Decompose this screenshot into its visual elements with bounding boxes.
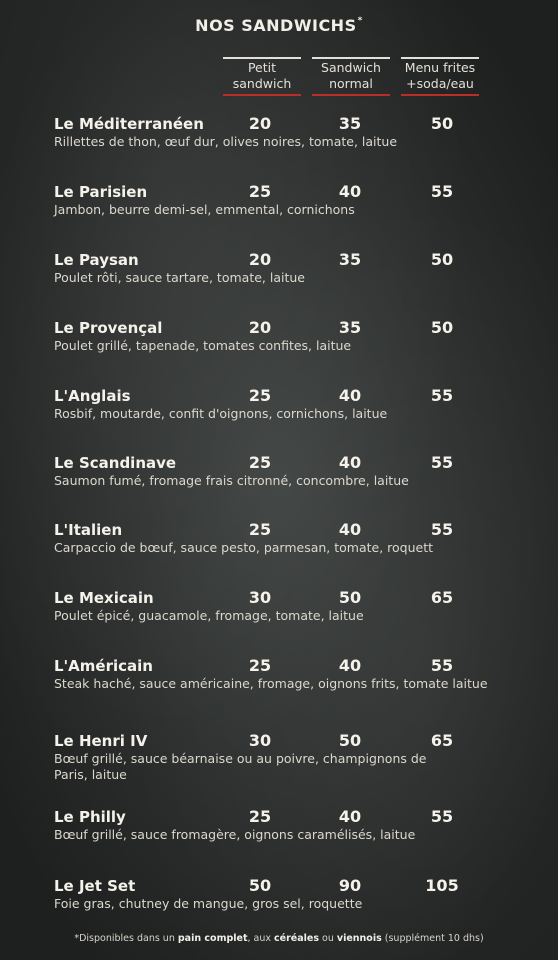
price-petit: 20: [248, 318, 272, 337]
item-description: Bœuf grillé, sauce fromagère, oignons caramélisés, laitue: [54, 827, 416, 842]
menu-item: [54, 453, 534, 489]
item-name: Le Henri IV: [54, 732, 148, 750]
item-description: Poulet grillé, tapenade, tomates confites, laitue: [54, 338, 352, 353]
price-menu: 55: [430, 520, 454, 539]
item-name: L'Italien: [54, 521, 123, 539]
item-name: L'Américain: [54, 657, 153, 675]
price-normal: 40: [338, 656, 362, 675]
column-header-petit-sandwich: [223, 60, 301, 92]
menu-item: [54, 731, 534, 783]
item-description: Poulet rôti, sauce tartare, tomate, laitue: [54, 270, 305, 285]
price-normal: 40: [338, 807, 362, 826]
item-description: Jambon, beurre demi-sel, emmental, cornichons: [54, 202, 355, 217]
menu-item: [54, 588, 534, 624]
column-header-line2: sandwich: [232, 76, 292, 91]
item-name: Le Méditerranéen: [54, 115, 204, 133]
footnote-text: , aux: [247, 933, 275, 944]
footnote-text: (supplément 10 dhs): [381, 933, 484, 944]
price-petit: 25: [248, 182, 272, 201]
header-divider: [223, 57, 301, 59]
footnote-bread-cereales: céréales: [274, 933, 320, 944]
price-petit: 25: [248, 520, 272, 539]
menu-title: [0, 16, 558, 35]
item-description: Steak haché, sauce américaine, fromage, oignons frits, tomate laitue: [54, 676, 488, 691]
price-petit: 20: [248, 250, 272, 269]
price-menu: 55: [430, 807, 454, 826]
price-normal: 50: [338, 588, 362, 607]
price-menu: 55: [430, 182, 454, 201]
column-header-sandwich-normal: [312, 60, 390, 92]
price-normal: 35: [338, 250, 362, 269]
column-header-line1: Menu frites: [404, 60, 476, 75]
item-description: Saumon fumé, fromage frais citronné, concombre, laitue: [54, 473, 409, 488]
menu-item: [54, 182, 534, 218]
header-underline: [401, 94, 479, 96]
price-menu: 50: [430, 114, 454, 133]
price-normal: 35: [338, 114, 362, 133]
price-normal: 40: [338, 182, 362, 201]
menu-item: [54, 876, 534, 912]
price-menu: 55: [430, 453, 454, 472]
header-divider: [312, 57, 390, 59]
menu-item: [54, 386, 534, 422]
price-normal: 40: [338, 386, 362, 405]
item-name: L'Anglais: [54, 387, 131, 405]
price-menu: 50: [430, 250, 454, 269]
price-menu: 105: [425, 876, 459, 895]
price-petit: 30: [248, 731, 272, 750]
item-description: Bœuf grillé, sauce béarnaise ou au poivre, champignons de Paris, laitue: [54, 751, 427, 782]
column-header-line2: normal: [329, 76, 373, 91]
footnote-text: ou: [319, 933, 337, 944]
price-menu: 55: [430, 656, 454, 675]
column-header-line1: Petit: [247, 60, 277, 75]
price-normal: 35: [338, 318, 362, 337]
price-menu: 55: [430, 386, 454, 405]
price-normal: 50: [338, 731, 362, 750]
item-name: Le Provençal: [54, 319, 163, 337]
item-name: Le Parisien: [54, 183, 148, 201]
menu-item: [54, 318, 534, 354]
menu-item: [54, 807, 534, 843]
header-underline: [312, 94, 390, 96]
price-normal: 40: [338, 453, 362, 472]
price-petit: 25: [248, 386, 272, 405]
column-header-line2: +soda/eau: [406, 76, 474, 91]
header-underline: [223, 94, 301, 96]
price-petit: 20: [248, 114, 272, 133]
menu-item: [54, 114, 534, 150]
price-normal: 90: [338, 876, 362, 895]
column-header-menu-frites: [401, 60, 479, 92]
header-divider: [401, 57, 479, 59]
item-name: Le Jet Set: [54, 877, 136, 895]
menu-item: [54, 520, 534, 556]
item-name: Le Mexicain: [54, 589, 154, 607]
item-description: Carpaccio de bœuf, sauce pesto, parmesan, tomate, roquett: [54, 540, 434, 555]
footnote-bread-complet: pain complet: [177, 933, 248, 944]
price-petit: 25: [248, 453, 272, 472]
column-header-line1: Sandwich: [321, 60, 381, 75]
price-petit: 25: [248, 656, 272, 675]
price-petit: 30: [248, 588, 272, 607]
price-menu: 65: [430, 731, 454, 750]
price-menu: 50: [430, 318, 454, 337]
footnote-bread-viennois: viennois: [336, 933, 382, 944]
item-name: Le Philly: [54, 808, 126, 826]
price-normal: 40: [338, 520, 362, 539]
title-asterisk: *: [357, 16, 363, 26]
item-description: Foie gras, chutney de mangue, gros sel, roquette: [54, 896, 363, 911]
menu-item: [54, 656, 534, 692]
item-name: Le Paysan: [54, 251, 139, 269]
menu-item: [54, 250, 534, 286]
footnote-text: *Disponibles dans un: [74, 933, 178, 944]
price-petit: 25: [248, 807, 272, 826]
menu-title-text: NOS SANDWICHS: [195, 16, 357, 35]
item-description: Rillettes de thon, œuf dur, olives noires, tomate, laitue: [54, 134, 398, 149]
item-name: Le Scandinave: [54, 454, 177, 472]
price-menu: 65: [430, 588, 454, 607]
footnote: [0, 933, 558, 944]
item-description: Rosbif, moutarde, confit d'oignons, cornichons, laitue: [54, 406, 388, 421]
item-description: Poulet épicé, guacamole, fromage, tomate, laitue: [54, 608, 364, 623]
price-petit: 50: [248, 876, 272, 895]
